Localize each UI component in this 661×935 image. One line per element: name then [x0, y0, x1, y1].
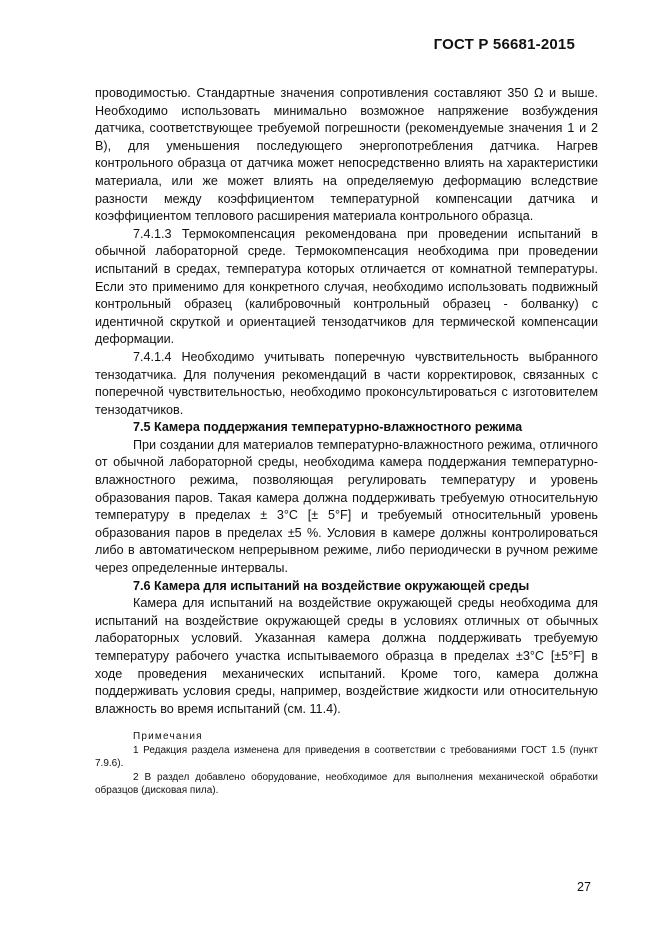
note-item: 1 Редакция раздела изменена для приведения в соответствии с требованиями ГОСТ 1.5 (пункт 7.9.6). [95, 744, 598, 770]
page-body [95, 85, 598, 798]
section-heading-7-5: 7.5 Камера поддержания температурно-влажностного режима [133, 420, 523, 435]
paragraph-7-4-1-3: 7.4.1.3 Термокомпенсация рекомендована при проведении испытаний в обычной лабораторной среде. Термокомпенсация необходима при проведении испытаний в средах, температура которых отличается от комнатной температуры. Если это применимо для конкретного случая, необходимо использовать подвижный контрольный образец (калибровочный контрольный образец - болванку) с идентичной скруткой и ориентацией тензодатчиков для термической компенсации деформации. [95, 226, 598, 347]
paragraph-7-4-1-4: 7.4.1.4 Необходимо учитывать поперечную чувствительность выбранного тензодатчика. Для получения рекомендаций в части корректировок, связанных с поперечной чувствительностью, необходимо проконсультироваться с изготовителем тензодатчиков. [95, 349, 598, 417]
section-heading-7-6: 7.6 Камера для испытаний на воздействие окружающей среды [133, 578, 530, 593]
document-header-standard: ГОСТ Р 56681-2015 [433, 36, 575, 53]
notes-block [95, 730, 598, 798]
paragraph-continuation: проводимостью. Стандартные значения сопротивления составляют 350 Ω и выше. Необходимо использовать минимально возможное напряжение возбуждения датчика, соответствующее требуемой погрешности (рекомендуемые значения 1 и 2 В), для уменьшения последующего энергопотребления датчика. Нагрев контрольного образца от датчика может непосредственно влиять на характеристики материала, или же может влиять на определяемую деформацию вследствие разности между коэффициентом температурной компенсации датчика и коэффициентом теплового расширения материала контрольного образца. [95, 86, 598, 224]
notes-title: Примечания [133, 731, 203, 743]
note-item: 2 В раздел добавлено оборудование, необходимое для выполнения механической обработки образцов (дисковая пила). [95, 771, 598, 797]
page-number: 27 [576, 880, 591, 894]
paragraph-7-5: При создании для материалов температурно-влажностного режима, отличного от обычной лабораторной среды, необходима камера поддержания температурно-влажностного режима, позволяющая регулировать температуру и уровень образования паров. Такая камера должна поддерживать требуемую относительную температуру в пределах ± 3°С [± 5°F] и требуемый относительный уровень образования паров в пределах ±5 %. Условия в камере должны контролироваться либо в автоматическом непрерывном режиме, либо периодически в ручном режиме через определенные интервалы. [95, 437, 598, 576]
paragraph-7-6: Камера для испытаний на воздействие окружающей среды необходима для испытаний на воздействие окружающей среды в условиях отличных от обычных лабораторных условий. Указанная камера должна поддерживать требуемую температуру рабочего участка испытываемого образца в пределах ±3°С [±5°F] в ходе проведения механических испытаний. Кроме того, камера должна поддерживать условия среды, например, воздействие жидкости или относительную влажность во время испытаний (см. 11.4). [95, 596, 598, 716]
